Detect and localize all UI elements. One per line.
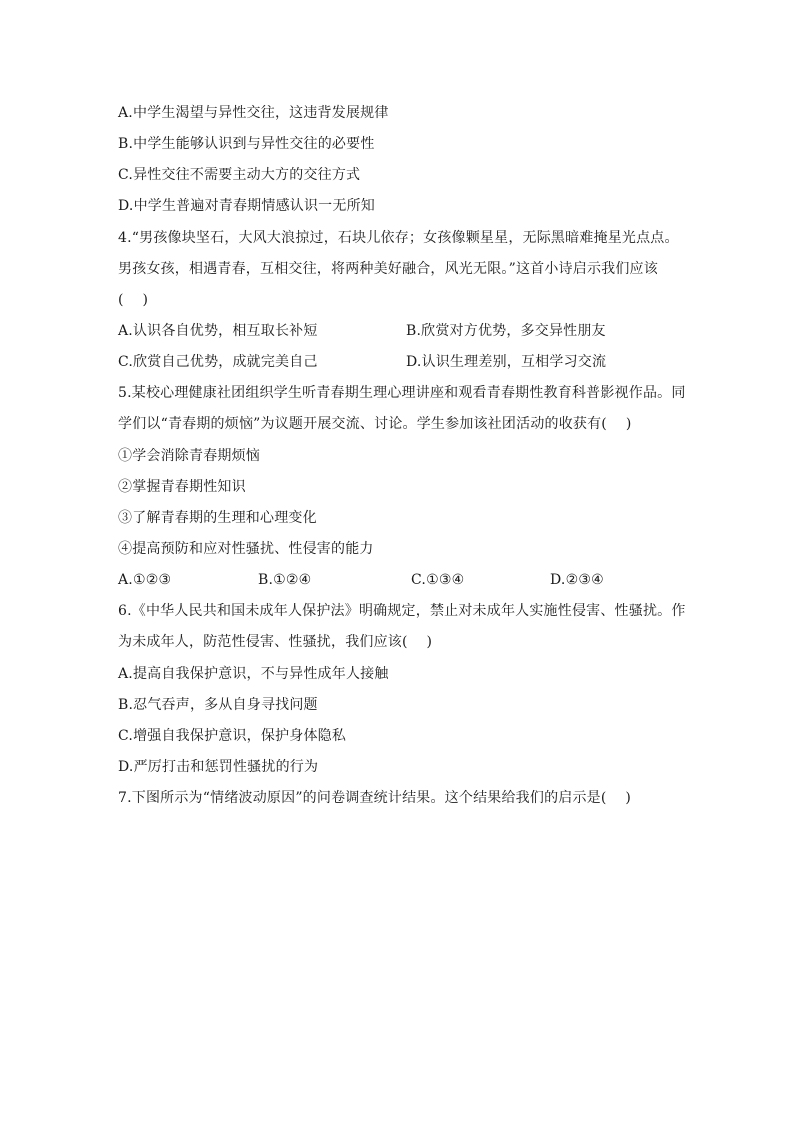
q5-option-c: C.①③④ (411, 572, 465, 588)
q5-stem-line2: 学们以“青春期的烦恼”为议题开展交流、讨论。学生参加该社团活动的收获有( ) (118, 416, 632, 432)
q3-option-c: C.异性交往不需要主动大方的交往方式 (118, 167, 361, 183)
q3-option-a: A.中学生渴望与异性交往，这违背发展规律 (118, 105, 389, 121)
q5-option-b: B.①②④ (258, 572, 312, 588)
q4-stem-line2: 男孩女孩，相遇青春，互相交往，将两种美好融合，风光无限。”这首小诗启示我们应该 (118, 261, 658, 277)
q3-option-d: D.中学生普遍对青春期情感认识一无所知 (118, 198, 375, 214)
q6-option-c: C.增强自我保护意识，保护身体隐私 (118, 728, 347, 744)
q5-option-a: A.①②③ (118, 572, 172, 588)
q4-option-b: B.欣赏对方优势，多交异性朋友 (406, 323, 606, 339)
q4-option-d: D.认识生理差别，互相学习交流 (406, 354, 607, 370)
q4-option-c: C.欣赏自己优势，成就完美自己 (118, 354, 318, 370)
q6-stem-line1: 6.《中华人民共和国未成年人保护法》明确规定，禁止对未成年人实施性侵害、性骚扰。作 (118, 603, 686, 619)
q6-option-d: D.严厉打击和惩罚性骚扰的行为 (118, 759, 319, 775)
q5-stem-line1: 5.某校心理健康社团组织学生听青春期生理心理讲座和观看青春期性教育科普影视作品。同 (118, 385, 686, 401)
q4-option-a: A.认识各自优势，相互取长补短 (118, 323, 318, 339)
q6-stem-line2: 为未成年人，防范性侵害、性骚扰，我们应该( ) (118, 634, 433, 650)
q4-stem-line1: 4.“男孩像块坚石，大风大浪掠过，石块儿依存；女孩像颗星星，无际黑暗难掩星光点点。 (118, 230, 679, 246)
q7-stem-line1: 7.下图所示为“情绪波动原因”的问卷调查统计结果。这个结果给我们的启示是( ) (118, 790, 632, 806)
q5-statement-2: ②掌握青春期性知识 (118, 479, 246, 495)
q6-option-a: A.提高自我保护意识，不与异性成年人接触 (118, 666, 389, 682)
q4-answer-blank: ( ) (118, 292, 149, 308)
q5-statement-3: ③了解青春期的生理和心理变化 (118, 510, 317, 526)
q5-statement-1: ①学会消除青春期烦恼 (118, 448, 260, 464)
q5-statement-4: ④提高预防和应对性骚扰、性侵害的能力 (118, 541, 374, 557)
q5-option-d: D.②③④ (550, 572, 604, 588)
q6-option-b: B.忍气吞声，多从自身寻找问题 (118, 697, 318, 713)
q3-option-b: B.中学生能够认识到与异性交往的必要性 (118, 136, 375, 152)
